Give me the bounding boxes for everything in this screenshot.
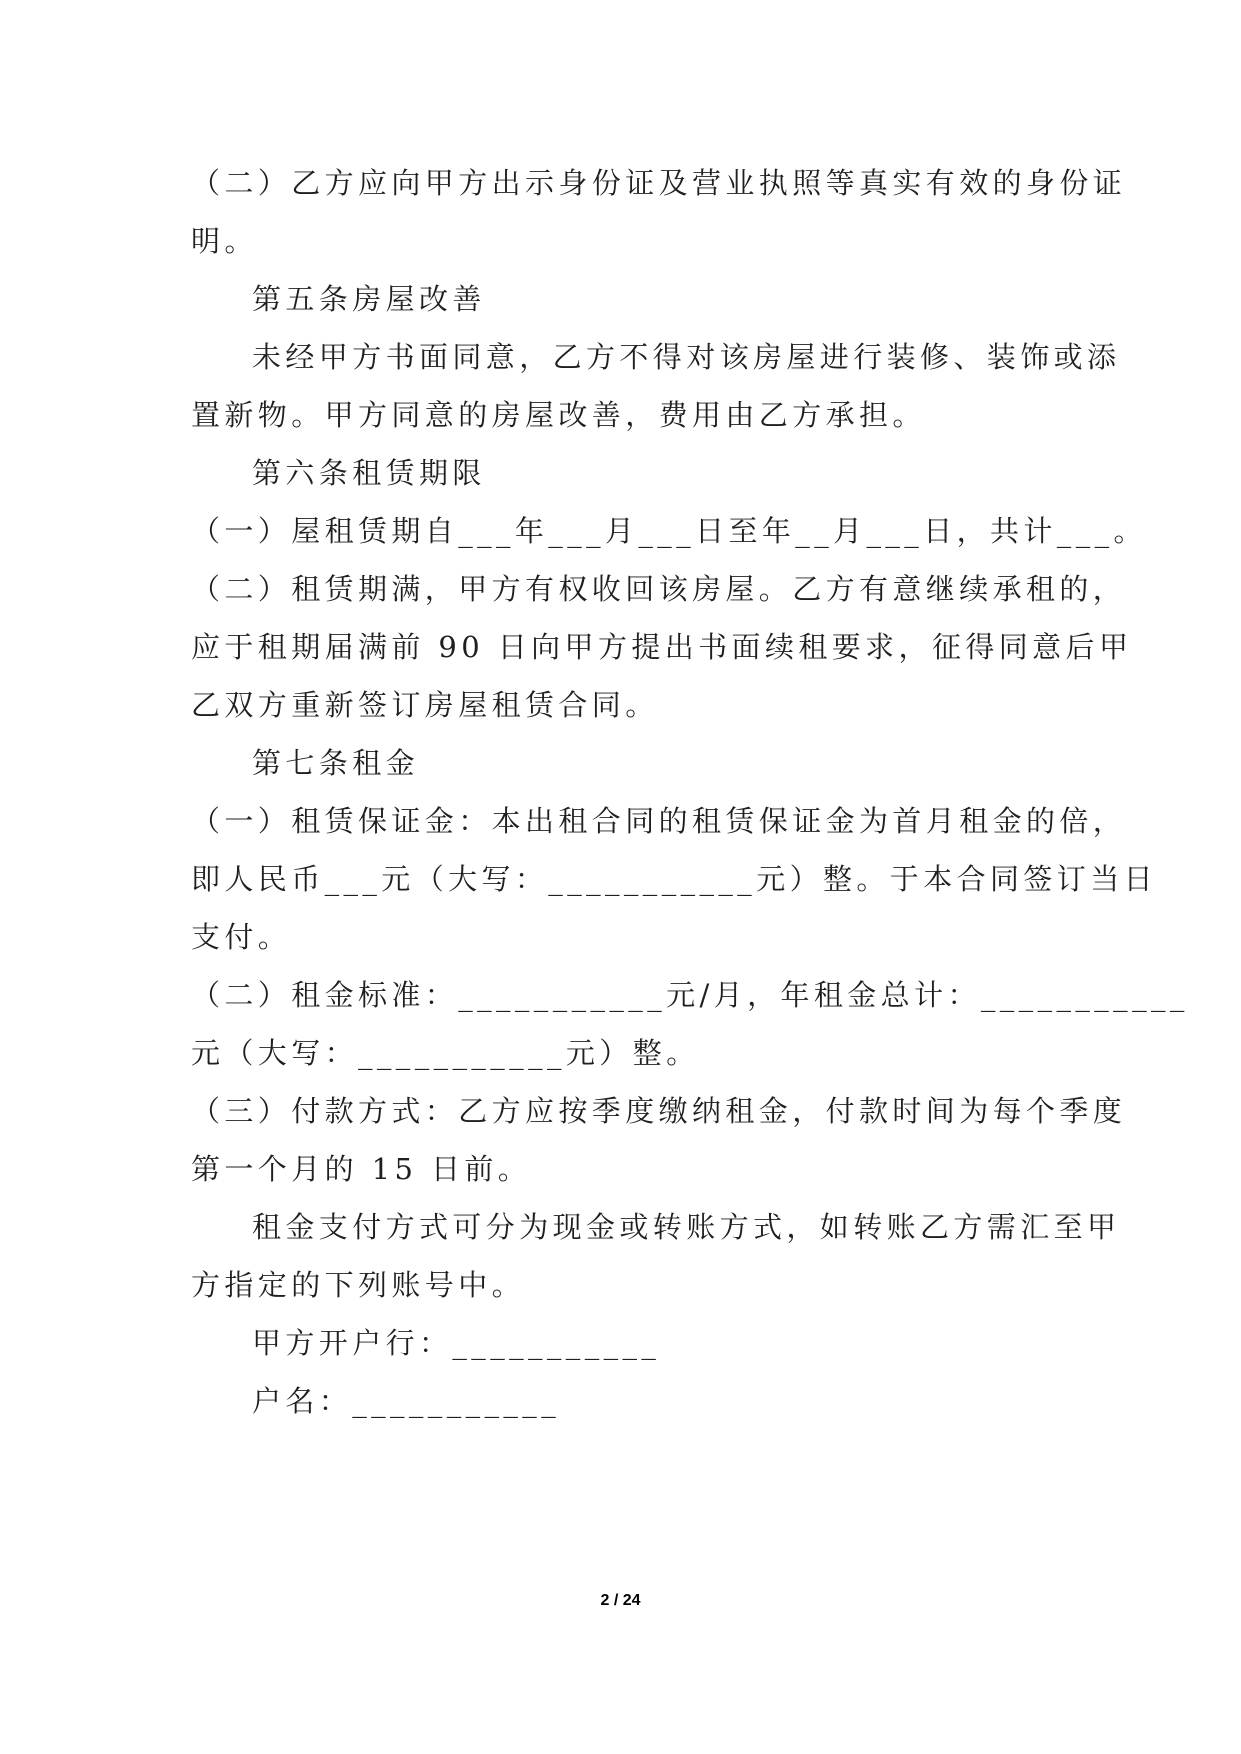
clause-5-heading: 第五条房屋改善 <box>252 282 486 316</box>
clause-7-item-1-line-1: （一）租赁保证金：本出租合同的租赁保证金为首月租金的倍， <box>191 804 1127 838</box>
clause-7-item-1-line-3: 支付。 <box>191 920 292 954</box>
clause-7-item-2-line-1: （二）租金标准：___________元/月，年租金总计：___________ <box>191 978 1189 1012</box>
clause-6-item-2-line-2: 应于租期届满前 90 日向甲方提出书面续租要求，征得同意后甲 <box>191 630 1133 664</box>
page-number: 2 / 24 <box>600 1592 641 1609</box>
clause-7-item-1-line-2: 即人民币___元（大写：___________元）整。于本合同签订当日 <box>191 862 1158 896</box>
clause-6-item-1: （一）屋租赁期自___年___月___日至年__月___日，共计___。 <box>191 514 1147 548</box>
clause-5-body-line-2: 置新物。甲方同意的房屋改善，费用由乙方承担。 <box>191 398 926 432</box>
clause-7-item-3-line-1: （三）付款方式：乙方应按季度缴纳租金，付款时间为每个季度 <box>191 1094 1127 1128</box>
account-name-field: 户名：___________ <box>252 1384 561 1418</box>
payment-method-line-2: 方指定的下列账号中。 <box>191 1268 526 1302</box>
clause-7-heading: 第七条租金 <box>252 746 420 780</box>
party-a-bank-field: 甲方开户行：___________ <box>252 1326 661 1360</box>
clause-4-item-2-line-2: 明。 <box>191 224 258 258</box>
payment-method-line-1: 租金支付方式可分为现金或转账方式，如转账乙方需汇至甲 <box>252 1210 1121 1244</box>
clause-5-body-line-1: 未经甲方书面同意，乙方不得对该房屋进行装修、装饰或添 <box>252 340 1121 374</box>
clause-6-heading: 第六条租赁期限 <box>252 456 486 490</box>
clause-7-item-3-line-2: 第一个月的 15 日前。 <box>191 1152 532 1186</box>
clause-6-item-2-line-3: 乙双方重新签订房屋租赁合同。 <box>191 688 659 722</box>
clause-4-item-2-line-1: （二）乙方应向甲方出示身份证及营业执照等真实有效的身份证 <box>191 166 1127 200</box>
clause-6-item-2-line-1: （二）租赁期满，甲方有权收回该房屋。乙方有意继续承租的， <box>191 572 1127 606</box>
clause-7-item-2-line-2: 元（大写：___________元）整。 <box>191 1036 700 1070</box>
